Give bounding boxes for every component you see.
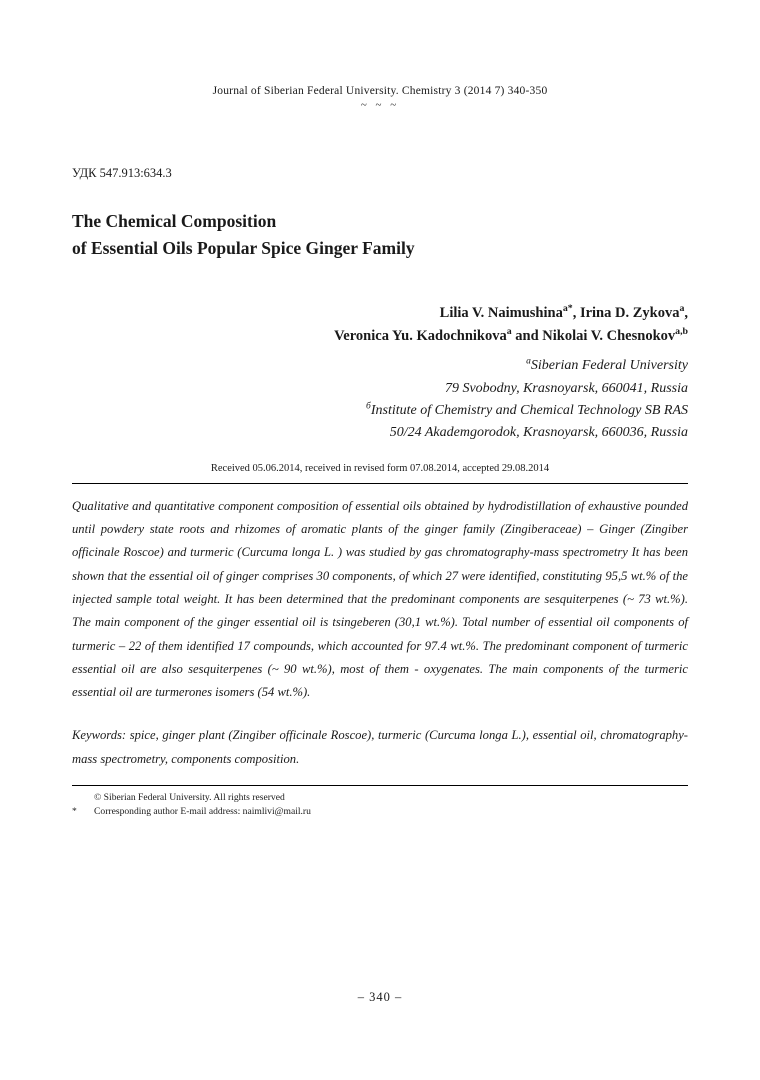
author-name-4: and Nikolai V. Chesnokov — [511, 327, 676, 344]
affiliation-text: 79 Svobodny, Krasnoyarsk, 660041, Russia — [444, 380, 688, 396]
affiliation-marker: б — [366, 401, 371, 412]
keywords-text: Keywords: spice, ginger plant (Zingiber officinale Roscoe), turmeric (Curcuma longa L.), essential oil, chromatography-mass spectrometry, components composition. — [72, 728, 688, 766]
author-name-1: Lilia V. Naimushina — [439, 305, 563, 322]
author-line-1-end: , — [684, 305, 688, 322]
ornament-divider: ~ ~ ~ — [360, 99, 400, 111]
affiliation-list — [72, 355, 688, 445]
affiliation-item — [72, 378, 688, 400]
footnote-marker: * — [72, 806, 77, 818]
affiliation-marker: a — [526, 356, 531, 367]
affiliation-text: 50/24 Akademgorodok, Krasnoyarsk, 660036, Russia — [389, 425, 688, 441]
abstract-top-rule — [72, 483, 688, 484]
journal-header: Journal of Siberian Federal University. Chemistry 3 (2014 7) 340-350 — [212, 85, 548, 97]
footnote-top-rule — [72, 785, 688, 786]
author-line-2 — [72, 325, 688, 347]
affiliation-text: Institute of Chemistry and Chemical Technology SB RAS — [370, 402, 688, 418]
author-name-2: , Irina D. Zykova — [572, 305, 680, 322]
author-affil-marker-2: a — [679, 303, 685, 315]
affiliation-item — [72, 355, 688, 377]
footnotes — [72, 791, 688, 820]
author-affil-marker-4: a,b — [675, 325, 688, 337]
abstract-text: Qualitative and quantitative component composition of essential oils obtained by hydrodistillation of exhaustive pounded until powdery state roots and rhizomes of aromatic plants of the ginger family (Zingiberaceae) – Ginger (Zingiber officinale Roscoe) and turmeric (Curcuma longa L. ) was studied by gas chromatography-mass spectrometry It has been shown that the essential oil of ginger comprises 30 components, of which 27 were identified, constituting 95,5 wt.% of the injected sample total weight. It has been determined that the predominant components are sesquiterpenes (~ 73 wt.%). The main component of the ginger essential oil is tsingeberen (30,1 wt.%). Total number of essential oil components of turmeric – 22 of them identified 17 compounds, which accounted for 97.4 wt.%. The predominant component of turmeric essential oil are also sesquiterpenes (~ 90 wt.%), most of them - oxygenates. The main components of the turmeric essential oil are turmerones isomers (54 wt.%). — [72, 498, 688, 700]
author-line-1 — [72, 302, 688, 324]
author-affil-marker-1: a* — [562, 303, 573, 315]
page-number: – 340 – — [357, 990, 403, 1004]
affiliation-item — [72, 400, 688, 422]
udc-code: УДК 547.913:634.3 — [72, 166, 172, 180]
affiliation-text: Siberian Federal University — [530, 358, 688, 374]
title-line-2: of Essential Oils Popular Spice Ginger Family — [72, 238, 415, 259]
received-dates: Received 05.06.2014, received in revised form 07.08.2014, accepted 29.08.2014 — [210, 462, 550, 474]
title-line-1: The Chemical Composition — [72, 211, 277, 231]
author-list — [72, 302, 688, 347]
author-name-3: Veronica Yu. Kadochnikova — [334, 327, 507, 344]
copyright-note: © Siberian Federal University. All rights reserved — [94, 792, 285, 804]
page-title — [72, 208, 688, 262]
corresponding-author-text: Corresponding author E-mail address: naimlivi@mail.ru — [94, 806, 311, 818]
affiliation-item — [72, 422, 688, 444]
corresponding-author-note — [72, 805, 688, 819]
author-affil-marker-3: a — [506, 325, 512, 337]
